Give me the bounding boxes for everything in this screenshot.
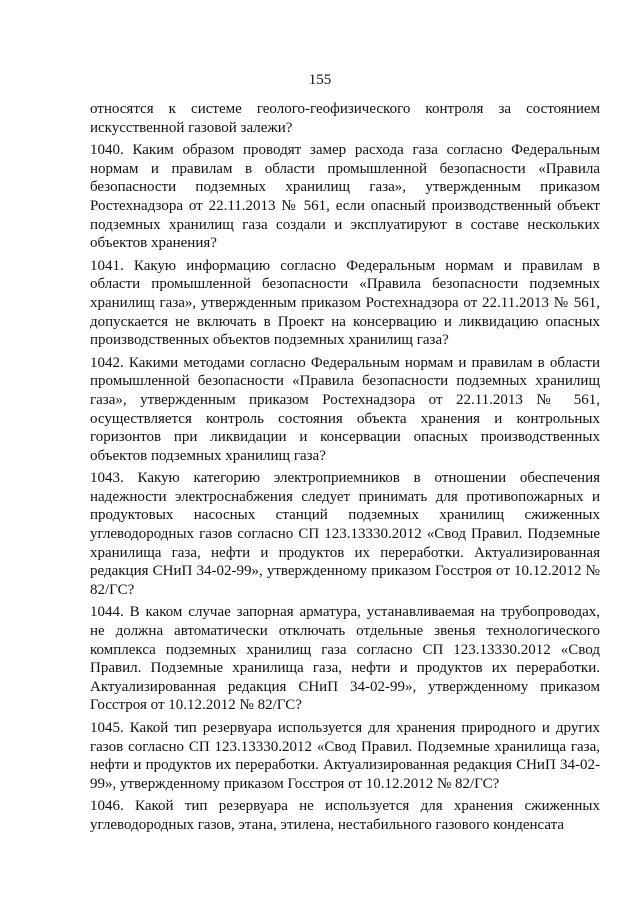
question-1041: 1041. Какую информацию согласно Федеральным нормам и правилам в области промышленной безопасности «Правила безопасности подземных хранилищ газа», утвержденным приказом Ростехнадзора от 22.11.2013 № 561, допускается не включать в Проект на консервацию и ликвидацию опасных производственных объектов подземных хранилищ газа?	[90, 257, 600, 349]
question-1046: 1046. Какой тип резервуара не используется для хранения сжиженных углеводородных газов, этана, этилена, нестабильного газового конденсата	[90, 798, 600, 833]
question-1045: 1045. Какой тип резервуара используется для хранения природного и других газов согласно СП 123.13330.2012 «Свод Правил. Подземные хранилища газа, нефти и продуктов их переработки. Актуализированная редакция СНиП 34-02-99», утвержденному приказом Госстроя от 10.12.2012 № 82/ГС?	[90, 720, 600, 792]
question-1040: 1040. Каким образом проводят замер расхода газа согласно Федеральным нормам и правилам в области промышленной безопасности «Правила безопасности подземных хранилищ газа», утвержденным приказом Ростехнадзора от 22.11.2013 № 561, если опасный производственный объект подземных хранилищ газа создали и эксплуатируют в составе нескольких объектов хранения?	[90, 142, 600, 252]
document-body	[90, 100, 600, 839]
question-1043: 1043. Какую категорию электроприемников в отношении обеспечения надежности электроснабжения следует принимать для противопожарных и продуктовых насосных станций подземных хранилищ сжиженных углеводородных газов согласно СП 123.13330.2012 «Свод Правил. Подземные хранилища газа, нефти и продуктов их переработки. Актуализированная редакция СНиП 34-02-99», утвержденному приказом Госстроя от 10.12.2012 № 82/ГС?	[90, 470, 600, 598]
question-1044: 1044. В каком случае запорная арматура, устанавливаемая на трубопроводах, не должна автоматически отключать отдельные звенья технологического комплекса подземных хранилищ газа согласно СП 123.13330.2012 «Свод Правил. Подземные хранилища газа, нефти и продуктов их переработки. Актуализированная редакция СНиП 34-02-99», утвержденному приказом Госстроя от 10.12.2012 № 82/ГС?	[90, 604, 600, 714]
question-1042: 1042. Какими методами согласно Федеральным нормам и правилам в области промышленной безопасности «Правила безопасности подземных хранилищ газа», утвержденным приказом Ростехнадзора от 22.11.2013 № 561, осуществляется контроль состояния объекта хранения и контрольных горизонтов при ликвидации и консервации опасных производственных объектов подземных хранилищ газа?	[90, 354, 600, 464]
page-number: 155	[308, 72, 332, 88]
paragraph-continuation: относятся к системе геолого-геофизического контроля за состоянием искусственной газовой залежи?	[90, 101, 600, 136]
